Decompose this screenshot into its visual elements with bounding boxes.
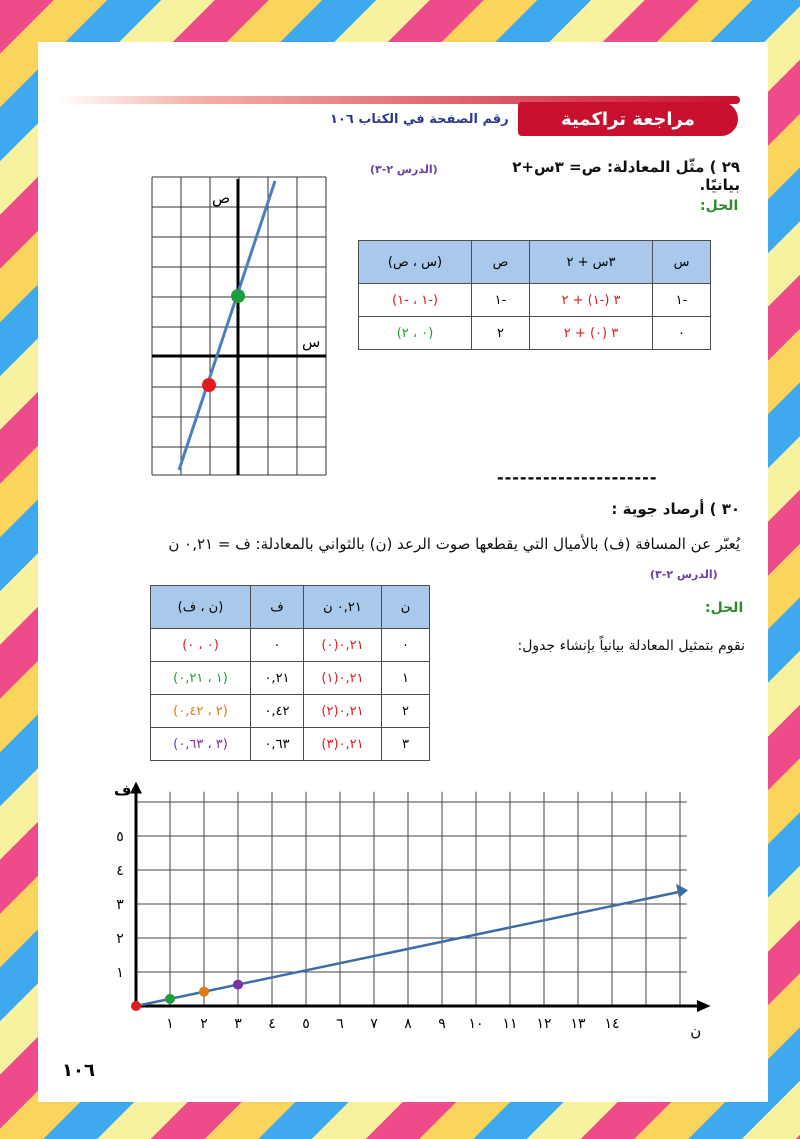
y-tick-label: ٥ [116, 829, 124, 845]
y-axis-label: ف [114, 781, 132, 800]
x-axis-label: س [302, 333, 321, 351]
data-point [233, 980, 243, 990]
q30-graph [100, 781, 702, 1040]
cell: ٠,٢١(٣) [304, 728, 382, 761]
x-tick-label: ١ [166, 1016, 174, 1032]
x-tick-label: ٤ [268, 1016, 276, 1032]
x-tick-label: ١٠ [468, 1016, 484, 1032]
col-expression: ٠,٢١ ن [304, 586, 382, 629]
cell: ٠ [653, 317, 711, 350]
q30-instruction: نقوم بتمثيل المعادلة بيانياً بإنشاء جدول: [517, 638, 745, 654]
x-tick-label: ٨ [404, 1016, 412, 1032]
cell: ٣ (-١) + ٢ [530, 284, 653, 317]
cell: ٠,٢١(٠) [304, 629, 382, 662]
cell: ٣ [382, 728, 430, 761]
x-tick-label: ١٤ [604, 1016, 620, 1032]
q30-lesson-tag: (الدرس ٢-٣) [650, 568, 718, 581]
table-row [151, 629, 430, 662]
x-tick-label: ١٣ [570, 1016, 586, 1032]
q29-solution-label: الحل: [700, 198, 739, 214]
x-axis-label: ن [690, 1022, 702, 1040]
point-0-2 [231, 289, 245, 303]
x-tick-label: ٥ [302, 1016, 310, 1032]
cell: -١ [653, 284, 711, 317]
cell: ٣ (٠) + ٢ [530, 317, 653, 350]
table-row [151, 695, 430, 728]
cell: (٠ ، ٢) [359, 317, 472, 350]
series-arrow [676, 884, 688, 898]
q29-graph [150, 175, 330, 480]
book-page-reference: رقم الصفحة في الكتاب ١٠٦ [330, 112, 509, 127]
cell: ٢ [472, 317, 530, 350]
cell: ٠ [251, 629, 304, 662]
cell: ٠,٢١(٢) [304, 695, 382, 728]
q30-title: ٣٠ ) أرصاد جوية : [611, 500, 740, 518]
y-tick-label: ٤ [116, 863, 124, 879]
q29-table [358, 240, 711, 350]
col-expression: ٣س + ٢ [530, 241, 653, 284]
cell: (٠ ، ٠) [151, 629, 251, 662]
table-row [151, 728, 430, 761]
table-row [151, 662, 430, 695]
q29-text: ٢٩ ) مثّل المعادلة: ص= ٣س+٢ بيانيًا. [512, 158, 740, 194]
page-number: ١٠٦ [62, 1060, 95, 1081]
x-tick-label: ٩ [438, 1016, 446, 1032]
table-header-row [359, 241, 711, 284]
y-axis-label: ص [212, 189, 231, 207]
col-pair: (س ، ص) [359, 241, 472, 284]
cell: ٠,٦٣ [251, 728, 304, 761]
cell: (٣ ، ٠,٦٣) [151, 728, 251, 761]
data-point [165, 994, 175, 1004]
y-tick-label: ٣ [116, 897, 124, 913]
x-tick-label: ٧ [370, 1016, 378, 1032]
q30-solution-label: الحل: [705, 600, 744, 616]
x-tick-label: ٢ [200, 1016, 208, 1032]
col-pair: (ن ، ف) [151, 586, 251, 629]
data-point [131, 1001, 141, 1011]
q29-lesson-tag: (الدرس ٢-٣) [370, 163, 438, 176]
page-title: مراجعة تراكمية [518, 102, 738, 136]
cell: ٠,٤٢ [251, 695, 304, 728]
table-row [359, 284, 711, 317]
cell: ٠,٢١(١) [304, 662, 382, 695]
q30-table [150, 585, 430, 761]
cell: ٠ [382, 629, 430, 662]
x-tick-label: ٣ [234, 1016, 242, 1032]
col-n: ن [382, 586, 430, 629]
separator: --------------------- [497, 468, 658, 487]
cell: ٠,٢١ [251, 662, 304, 695]
col-x: س [653, 241, 711, 284]
cell: -١ [472, 284, 530, 317]
q29-line [179, 181, 275, 470]
y-tick-label: ١ [116, 965, 124, 981]
table-header-row [151, 586, 430, 629]
cell: (١ ، ٠,٢١) [151, 662, 251, 695]
data-point [199, 987, 209, 997]
x-tick-label: ١١ [502, 1016, 518, 1032]
point-neg1-neg1 [202, 378, 216, 392]
cell: (-١ ، -١) [359, 284, 472, 317]
col-y: ص [472, 241, 530, 284]
table-row [359, 317, 711, 350]
cell: ٢ [382, 695, 430, 728]
cell: (٢ ، ٠,٤٢) [151, 695, 251, 728]
col-f: ف [251, 586, 304, 629]
x-tick-label: ٦ [336, 1016, 344, 1032]
q30-text: يُعبّر عن المسافة (ف) بالأميال التي يقطعها صوت الرعد (ن) بالثواني بالمعادلة: ف = ٠,٢١ ن [168, 535, 740, 553]
cell: ١ [382, 662, 430, 695]
x-tick-label: ١٢ [536, 1016, 552, 1032]
y-tick-label: ٢ [116, 931, 124, 947]
